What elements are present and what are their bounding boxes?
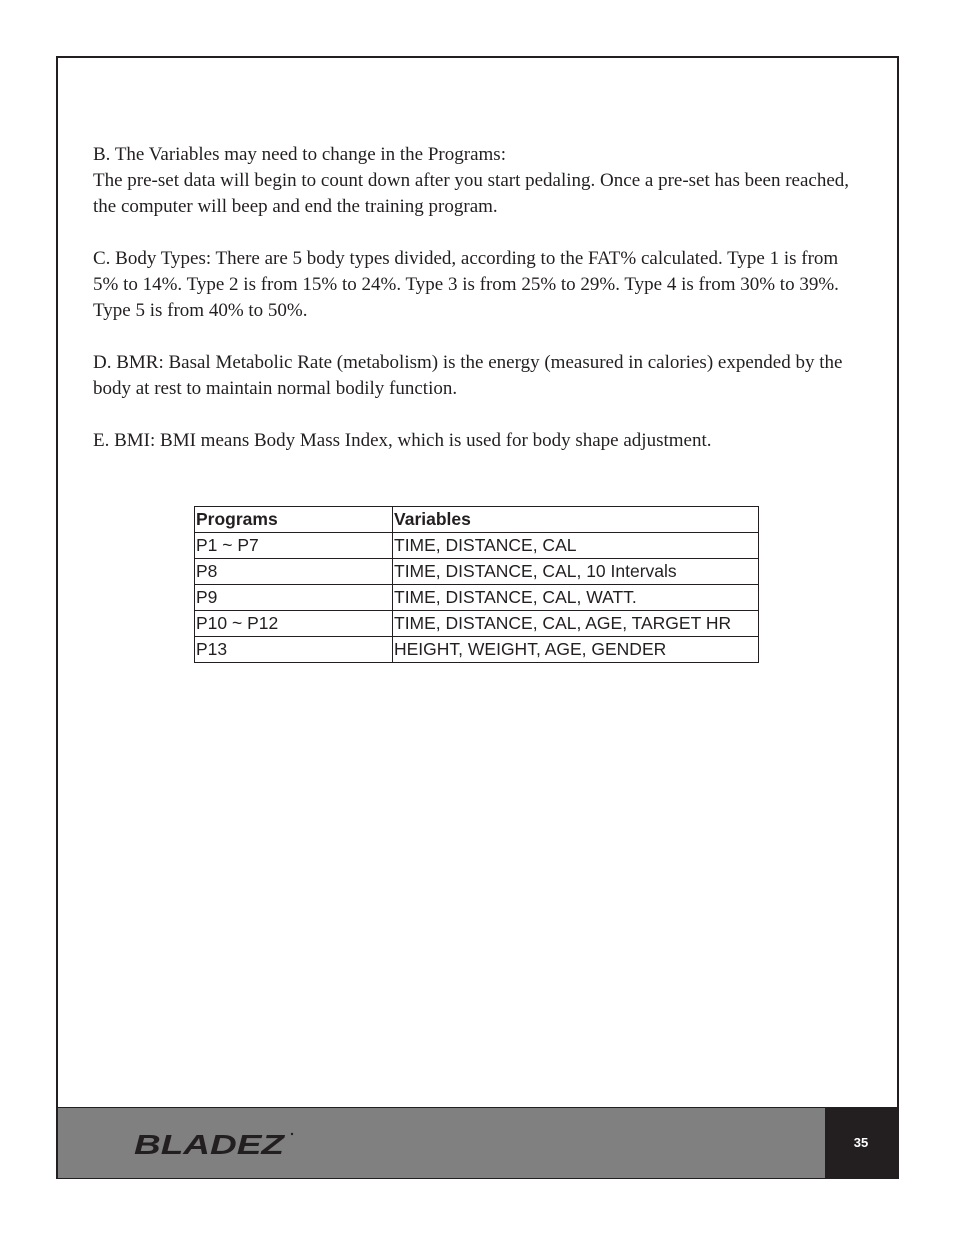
program-cell: P10 ~ P12 bbox=[195, 611, 393, 637]
program-cell: P13 bbox=[195, 637, 393, 663]
section-b bbox=[93, 142, 863, 220]
logo-text: BLADEZ bbox=[134, 1129, 286, 1160]
footer-band bbox=[58, 1107, 825, 1178]
programs-table bbox=[194, 506, 759, 663]
body-text bbox=[93, 142, 863, 480]
table-header-row bbox=[195, 507, 759, 533]
section-d: D. BMR: Basal Metabolic Rate (metabolism) is the energy (measured in calories) expended by the body at rest to maintain normal bodily function. bbox=[93, 352, 843, 399]
program-cell: P8 bbox=[195, 559, 393, 585]
table-row bbox=[195, 637, 759, 663]
variables-cell: HEIGHT, WEIGHT, AGE, GENDER bbox=[393, 637, 759, 663]
header-programs: Programs bbox=[195, 507, 393, 533]
table-row bbox=[195, 533, 759, 559]
program-cell: P9 bbox=[195, 585, 393, 611]
section-b-title: B. The Variables may need to change in the Programs: bbox=[93, 144, 506, 165]
variables-cell: TIME, DISTANCE, CAL bbox=[393, 533, 759, 559]
variables-cell: TIME, DISTANCE, CAL, WATT. bbox=[393, 585, 759, 611]
variables-cell: TIME, DISTANCE, CAL, 10 Intervals bbox=[393, 559, 759, 585]
header-variables: Variables bbox=[393, 507, 759, 533]
section-c: C. Body Types: There are 5 body types divided, according to the FAT% calculated. Type 1 is from 5% to 14%. Type 2 is from 15% to 24%. Type 3 is from 25% to 29%. Type 4 is from 30% to 39%. Type 5 is from 40% to 50%. bbox=[93, 248, 839, 321]
section-e: E. BMI: BMI means Body Mass Index, which is used for body shape adjustment. bbox=[93, 430, 712, 451]
section-b-body: The pre-set data will begin to count down after you start pedaling. Once a pre-set has been reached, the computer will beep and end the training program. bbox=[93, 170, 850, 217]
bladez-logo bbox=[132, 1126, 302, 1160]
program-cell: P1 ~ P7 bbox=[195, 533, 393, 559]
table-row bbox=[195, 559, 759, 585]
page-number: 35 bbox=[853, 1134, 869, 1150]
variables-cell: TIME, DISTANCE, CAL, AGE, TARGET HR bbox=[393, 611, 759, 637]
table-row bbox=[195, 585, 759, 611]
table-row bbox=[195, 611, 759, 637]
page-number-box bbox=[825, 1107, 897, 1177]
